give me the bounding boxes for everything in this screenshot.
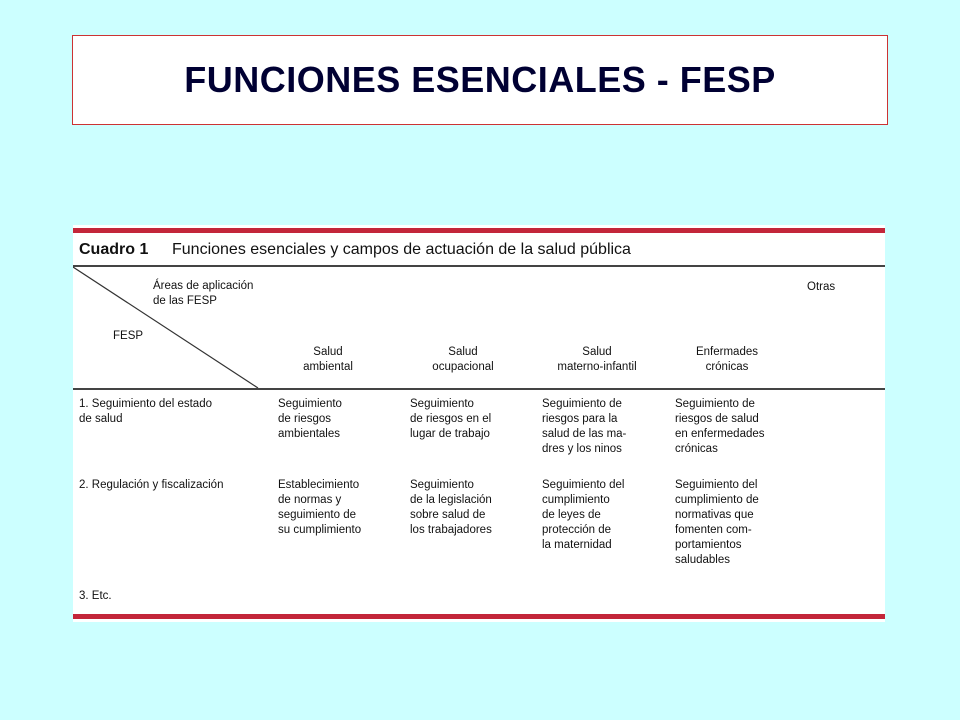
table-cell: Seguimiento de riesgos en el lugar de trabajo — [410, 398, 492, 440]
corner-label-bottom: FESP — [113, 330, 144, 342]
column-header-salud-ocupacional: Salud ocupacional — [432, 346, 494, 373]
table-cell: Seguimiento de riesgos ambientales — [278, 398, 342, 440]
row-label-regulacion: 2. Regulación y fiscalización — [79, 479, 224, 491]
corner-label-top: Áreas de aplicación de las FESP — [153, 280, 254, 307]
column-header-enfermedades-cronicas: Enfermades crónicas — [695, 346, 758, 373]
table-cell: Seguimiento de la legislación sobre salud de los trabajadores — [410, 479, 492, 536]
table-cell: Seguimiento del cumplimiento de leyes de protección de la maternidad — [542, 479, 625, 551]
row-label-etc: 3. Etc. — [79, 590, 112, 602]
caption-label: Cuadro 1 — [79, 241, 149, 258]
top-rule — [73, 228, 885, 233]
row-label-seguimiento: 1. Seguimiento del estado de salud — [79, 398, 212, 425]
header-rule — [73, 388, 885, 390]
table-panel — [73, 225, 885, 622]
caption-text: Funciones esenciales y campos de actuación de la salud pública — [172, 241, 631, 258]
bottom-rule — [73, 614, 885, 619]
table-cell: Establecimiento de normas y seguimiento de su cumplimiento — [278, 479, 362, 536]
table-cell: Seguimiento de riesgos para la salud de las ma- dres y los ninos — [542, 398, 627, 455]
table-cell: Seguimiento de riesgos de salud en enfermedades crónicas — [675, 398, 765, 455]
column-header-salud-materno-infantil: Salud materno-infantil — [557, 346, 637, 373]
slide-title: FUNCIONES ESENCIALES - FESP — [184, 59, 776, 100]
column-header-otras: Otras — [807, 281, 836, 293]
slide-title-box — [72, 35, 888, 125]
column-header-salud-ambiental: Salud ambiental — [303, 346, 353, 373]
table-cell: Seguimiento del cumplimiento de normativas que fomenten com- portamientos saludables — [675, 479, 759, 566]
